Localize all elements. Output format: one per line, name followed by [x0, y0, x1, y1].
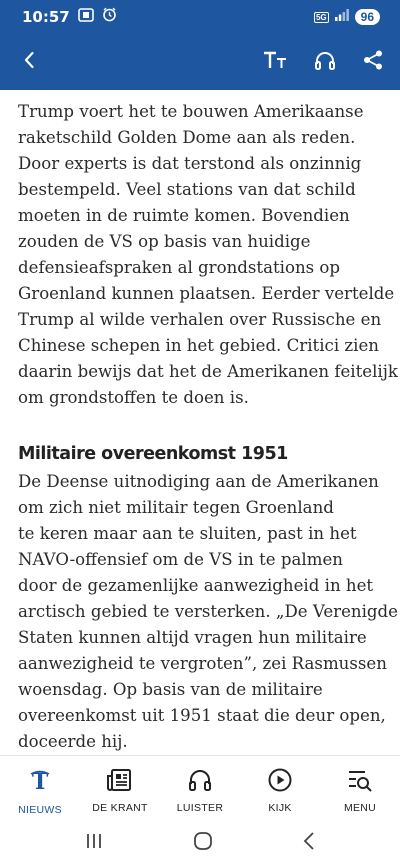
system-back-button[interactable]	[302, 831, 316, 856]
headphones-icon	[188, 768, 212, 797]
article-paragraph	[18, 99, 398, 411]
listen-button[interactable]	[308, 34, 342, 90]
play-icon	[268, 768, 292, 797]
svg-text:T: T	[31, 769, 49, 794]
text-size-button[interactable]	[258, 34, 292, 90]
app-bar	[0, 34, 400, 90]
newspaper-icon	[107, 768, 133, 797]
paragraph-line: bestempeld. Veel stations van dat schild	[18, 180, 356, 199]
paragraph-line: arctisch gebied te versterken. „De Verenigde	[18, 602, 398, 621]
paragraph-line: daarin bewijs dat het de Amerikanen feitelijk	[18, 362, 398, 381]
recent-apps-button[interactable]	[84, 832, 104, 855]
screenshot-icon	[78, 8, 94, 27]
paragraph-line: moeten in de ruimte komen. Bovendien	[18, 206, 350, 225]
paragraph-line: om zich niet militair tegen Groenland	[18, 498, 334, 517]
paragraph-line: NAVO-offensief om de VS in te palmen	[18, 550, 343, 569]
battery-indicator: 96	[355, 9, 380, 25]
menu-search-icon	[347, 768, 373, 797]
paragraph-line: Staten kunnen altijd vragen hun militaire	[18, 628, 367, 647]
paragraph-line: De Deense uitnodiging aan de Amerikanen	[18, 472, 379, 491]
section-heading: Militaire overeenkomst 1951	[18, 444, 288, 464]
paragraph-line: overeenkomst uit 1951 staat die deur open,	[18, 706, 386, 725]
telegraaf-logo-icon	[28, 768, 52, 799]
nav-item-menu[interactable]	[320, 756, 400, 820]
network-label: 5G	[315, 12, 327, 22]
status-left	[22, 7, 117, 27]
nav-item-nieuws[interactable]	[0, 756, 80, 820]
nav-label: NIEUWS	[18, 804, 62, 816]
alarm-icon	[102, 7, 117, 27]
paragraph-line: aanwezigheid te vergroten”, zei Rasmussen	[18, 654, 387, 673]
paragraph-line: door de gezamenlijke aanwezigheid in het	[18, 576, 374, 595]
nav-label: DE KRANT	[92, 802, 148, 814]
back-button[interactable]	[14, 34, 44, 90]
article-body	[0, 90, 400, 755]
status-right	[314, 8, 380, 26]
share-button[interactable]	[356, 34, 390, 90]
home-button[interactable]	[192, 830, 214, 857]
text-size-icon	[262, 50, 288, 75]
paragraph-line: te keren maar aan te sluiten, past in het	[18, 524, 357, 543]
paragraph-line: Groenland kunnen plaatsen. Eerder vertelde	[18, 284, 395, 303]
share-icon	[362, 49, 384, 76]
article-paragraph	[18, 469, 398, 755]
nav-item-luister[interactable]	[160, 756, 240, 820]
paragraph-line: doceerde hij.	[18, 732, 128, 751]
back-arrow-icon	[23, 51, 35, 74]
signal-icon	[335, 8, 349, 26]
paragraph-line: om grondstoffen te doen is.	[18, 388, 249, 407]
nav-label: LUISTER	[176, 802, 224, 814]
paragraph-line: Trump al wilde verhalen over Russische en	[18, 310, 382, 329]
bottom-navigation	[0, 755, 400, 820]
nav-item-kijk[interactable]	[240, 756, 320, 820]
paragraph-line: defensieafspraken al grondstations op	[18, 258, 341, 277]
paragraph-line: raketschild Golden Dome aan als reden.	[18, 128, 356, 147]
nav-label: KIJK	[268, 802, 292, 814]
system-navigation-bar	[0, 820, 400, 867]
nav-item-de-krant[interactable]	[80, 756, 160, 820]
paragraph-line: woensdag. Op basis van de militaire	[18, 680, 323, 699]
status-time: 10:57	[22, 8, 70, 26]
headphones-icon	[314, 50, 336, 75]
paragraph-line: zouden de VS op basis van huidige	[18, 232, 311, 251]
status-bar	[0, 0, 400, 34]
nav-label: MENU	[343, 802, 377, 814]
paragraph-line: Trump voert het te bouwen Amerikaanse	[18, 102, 364, 121]
paragraph-line: Chinese schepen in het gebied. Critici zien	[18, 336, 379, 355]
paragraph-line: Door experts is dat terstond als onzinnig	[18, 154, 362, 173]
